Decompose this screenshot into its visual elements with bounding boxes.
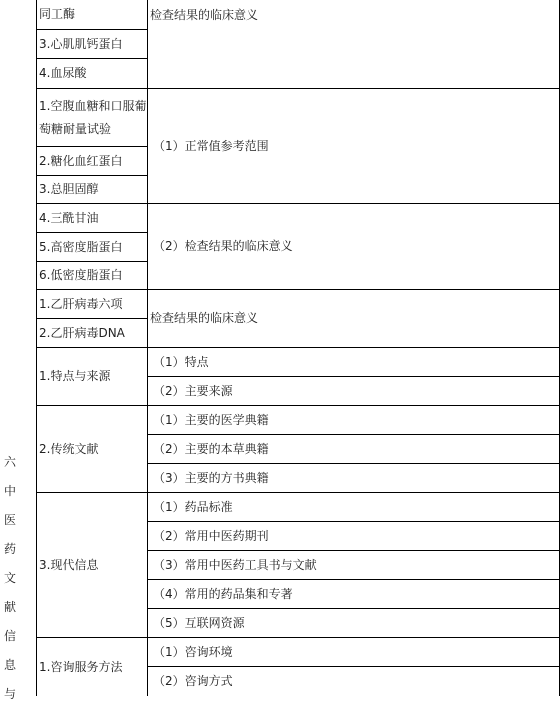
list-item: 2.糖化血红蛋白	[36, 147, 148, 176]
list-item: 1.乙肝病毒六项	[36, 290, 148, 319]
list-item: 1.空腹血糖和口服葡萄糖耐量试验	[36, 89, 148, 147]
list-item: （2）主要来源	[147, 377, 560, 406]
list-item: （3）主要的方书典籍	[147, 464, 560, 493]
list-item: 6.低密度脂蛋白	[36, 262, 148, 290]
list-item: （1）主要的医学典籍	[147, 406, 560, 435]
list-item: 5.高密度脂蛋白	[36, 233, 148, 262]
group-name: 1.特点与来源	[36, 348, 148, 406]
list-item: （2）主要的本草典籍	[147, 435, 560, 464]
list-item: 3.总胆固醇	[36, 176, 148, 204]
description-cell: 检查结果的临床意义	[147, 0, 560, 89]
description-cell: （2）检查结果的临床意义	[147, 204, 560, 290]
list-item: （4）常用的药品集和专著	[147, 580, 560, 609]
list-item: 4.三酰甘油	[36, 204, 148, 233]
vertical-title: 六 中 医 药 文 献 信 息 与	[3, 455, 16, 701]
list-item: 4.血尿酸	[36, 59, 148, 89]
list-item: （2）咨询方式	[153, 674, 233, 688]
list-item: （1）咨询环境	[147, 638, 560, 667]
list-item: （5）互联网资源	[147, 609, 560, 638]
group-name: 3.现代信息	[36, 493, 148, 638]
category-cell	[0, 348, 37, 701]
list-item: （2）常用中医药期刊	[147, 522, 560, 551]
list-item: 2.乙肝病毒DNA	[36, 319, 148, 348]
list-item: 3.心肌肌钙蛋白	[36, 30, 148, 59]
list-item: （3）常用中医药工具书与文献	[147, 551, 560, 580]
list-item: （1）药品标准	[147, 493, 560, 522]
list-item: 同工酶	[36, 0, 148, 30]
group-name: 1.咨询服务方法	[36, 638, 148, 696]
group-name: 2.传统文献	[36, 406, 148, 493]
description-cell: 检查结果的临床意义	[147, 290, 560, 348]
description-cell: （1）正常值参考范围	[147, 89, 560, 204]
blank-category-cell	[0, 0, 37, 348]
list-item: （1）特点	[147, 348, 560, 377]
